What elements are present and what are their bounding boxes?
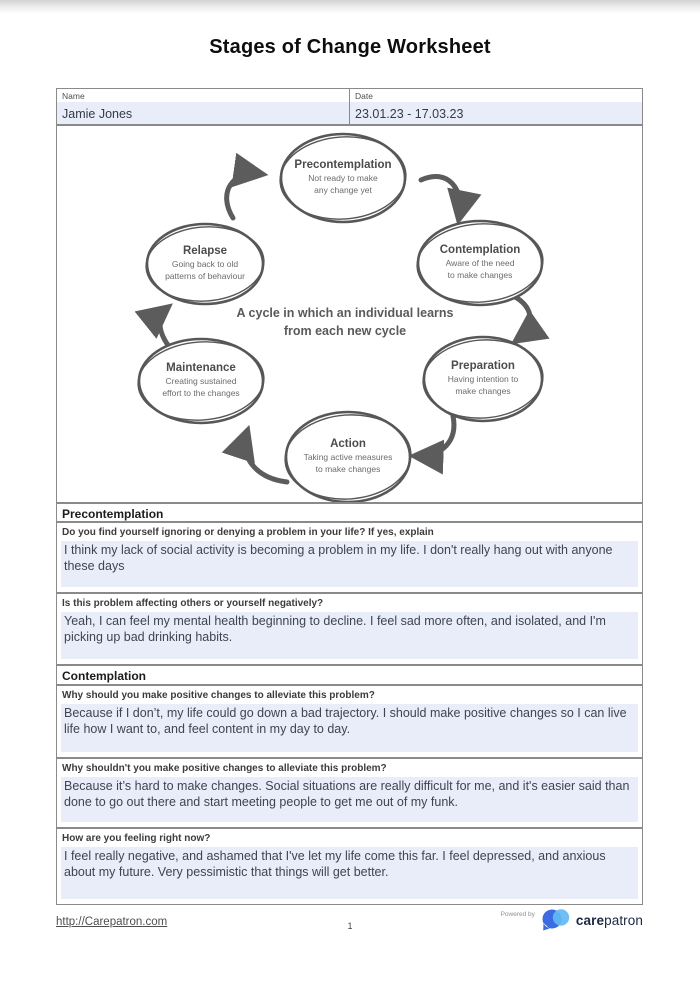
arrow-contemplation-to-preparation (509, 294, 530, 340)
date-cell (350, 89, 642, 124)
answer-field[interactable]: I think my lack of social activity is becoming a problem in my life. I don't really hang out with anyone these days (61, 541, 638, 587)
question-block (56, 593, 643, 665)
arrow-relapse-to-precontemplation (227, 174, 261, 218)
question-label: Why should you make positive changes to alleviate this problem? (62, 690, 375, 701)
stage-preparation (413, 360, 553, 398)
name-date-table (56, 88, 643, 125)
page-number: 1 (347, 921, 353, 931)
stage-contemplation (410, 244, 550, 282)
section-header-contemplation: Contemplation (56, 665, 643, 685)
stage-title: Preparation (451, 360, 515, 373)
arrow-preparation-to-action (416, 416, 454, 456)
powered-by-carepatron (501, 907, 643, 933)
cycle-caption-line1: A cycle in which an individual learns (236, 305, 454, 320)
answer-field[interactable]: Because it’s hard to make changes. Social situations are really difficult for me, and it's easier said than done to go out there and start meeting people to get me out of my funk. (61, 777, 638, 822)
question-block (56, 522, 643, 593)
carepatron-logo-icon (540, 907, 571, 933)
stage-title: Precontemplation (294, 159, 392, 172)
stage-desc-line: to make changes (315, 464, 381, 474)
brand-patron: patron (604, 912, 643, 928)
stage-desc-line: make changes (455, 386, 511, 396)
stage-desc-line: to make changes (447, 270, 513, 280)
stages-cycle-diagram (56, 125, 643, 503)
question-label: Do you find yourself ignoring or denying a problem in your life? If yes, explain (62, 527, 434, 538)
question-block (56, 828, 643, 905)
stage-desc-line: Creating sustained (165, 376, 237, 387)
stage-action (278, 438, 418, 476)
name-cell (57, 89, 350, 124)
arrow-precontemplation-to-contemplation (421, 176, 460, 218)
brand-care: care (575, 912, 605, 928)
cycle-caption (185, 304, 505, 340)
stage-title: Maintenance (166, 362, 236, 375)
stage-title: Contemplation (439, 244, 521, 257)
stage-title: Relapse (182, 245, 228, 258)
stage-desc-line: Having intention to (447, 374, 519, 385)
stage-desc-line: patterns of behaviour (165, 271, 245, 281)
stage-relapse (135, 245, 275, 283)
stage-title: Action (330, 438, 366, 451)
stage-precontemplation (273, 159, 413, 197)
logo-bubble-light (553, 909, 569, 925)
stage-maintenance (131, 362, 271, 400)
stage-desc-line: any change yet (314, 185, 372, 195)
question-label: Why shouldn't you make positive changes to alleviate this problem? (62, 763, 387, 774)
arrow-maintenance-to-relapse (160, 308, 171, 349)
question-block (56, 758, 643, 828)
question-label: How are you feeling right now? (62, 833, 211, 844)
powered-by-label: Powered by (500, 911, 535, 918)
question-block (56, 685, 643, 758)
stage-desc-line: Not ready to make (308, 173, 378, 184)
stage-desc-line: Going back to old (171, 259, 239, 270)
stage-desc-line: Aware of the need (445, 258, 515, 269)
name-label: Name (62, 91, 85, 101)
stage-desc-line: effort to the changes (162, 388, 240, 398)
page-top-shadow (0, 0, 700, 14)
answer-field[interactable]: I feel really negative, and ashamed that I've let my life come this far. I feel depressed, and anxious about my future. Very pessimistic that things will get better. (61, 847, 638, 899)
answer-field[interactable]: Yeah, I can feel my mental health beginning to decline. I feel sad more often, and isolated, and I'm picking up bad drinking habits. (61, 612, 638, 659)
cycle-caption-line2: from each new cycle (283, 324, 407, 338)
date-label: Date (355, 91, 373, 101)
name-field[interactable]: Jamie Jones (57, 102, 349, 124)
carepatron-link[interactable]: http://Carepatron.com (56, 916, 168, 928)
date-field[interactable]: 23.01.23 - 17.03.23 (350, 102, 642, 124)
page-title: Stages of Change Worksheet (209, 36, 491, 58)
carepatron-wordmark (576, 913, 643, 928)
stage-desc-line: Taking active measures (303, 452, 393, 463)
section-header-precontemplation: Precontemplation (56, 503, 643, 522)
question-label: Is this problem affecting others or yourself negatively? (62, 598, 324, 609)
answer-field[interactable]: Because if I don’t, my life could go down a bad trajectory. I should make positive changes so I can live life how I want to, and feel content in my day to day. (61, 704, 638, 752)
